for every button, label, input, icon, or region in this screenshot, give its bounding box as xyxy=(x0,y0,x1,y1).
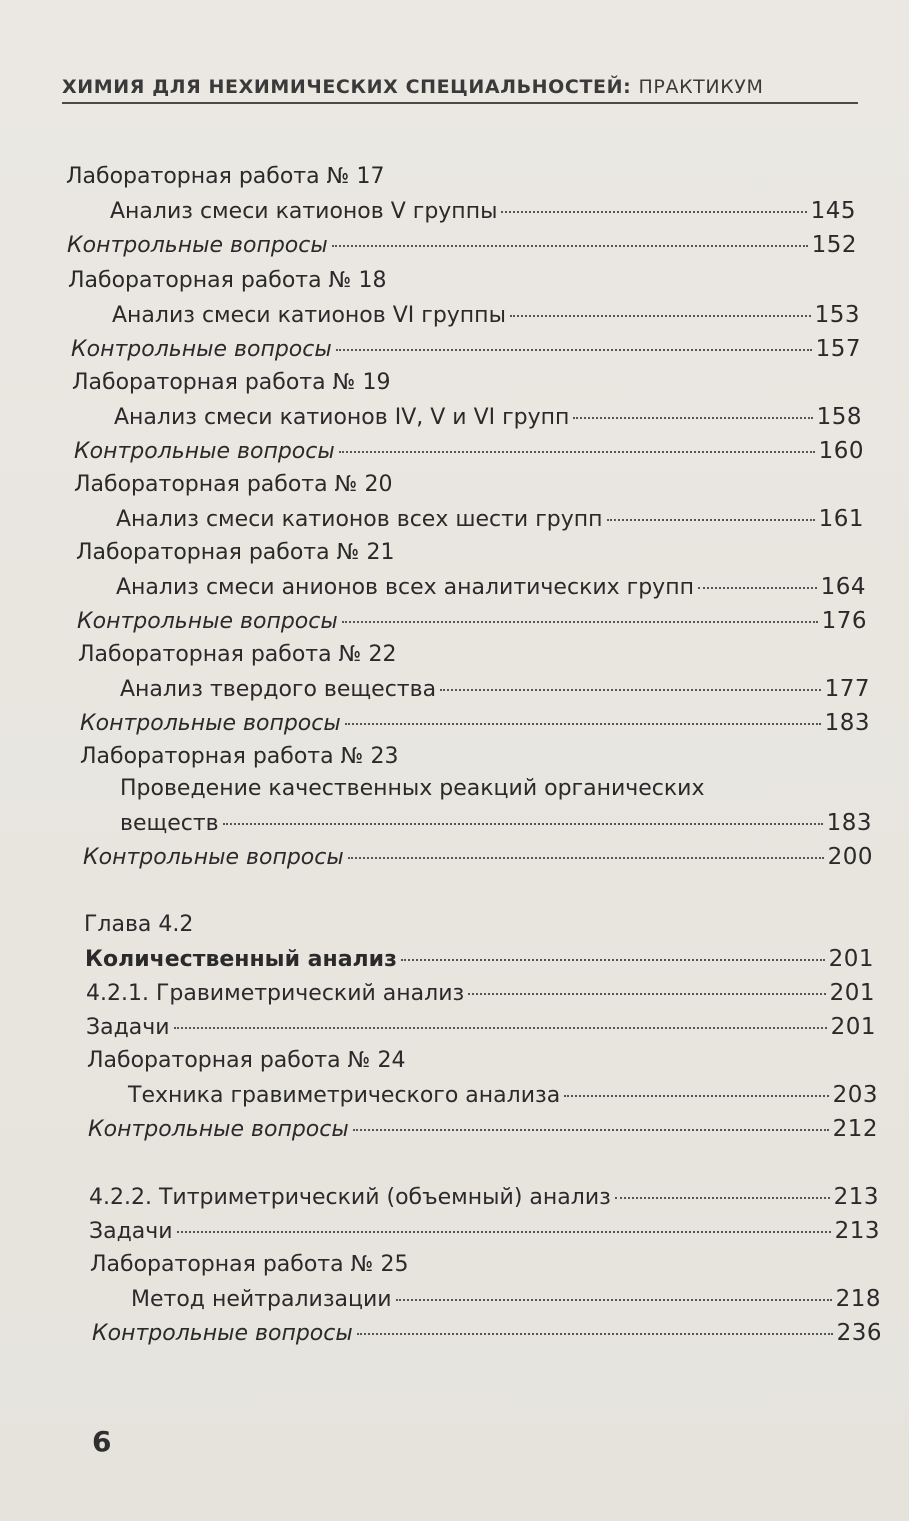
toc-entry-page: 201 xyxy=(830,1014,876,1040)
toc-entry-label: Метод нейтрализации xyxy=(131,1287,392,1312)
toc-entry xyxy=(80,742,866,772)
toc-entry xyxy=(66,162,852,192)
toc-entry xyxy=(110,196,856,227)
toc-entry-page: 183 xyxy=(826,810,872,836)
running-head-subtitle: ПРАКТИКУМ xyxy=(638,76,764,98)
dot-leader xyxy=(607,519,815,521)
toc-entry xyxy=(114,402,862,433)
toc-entry-label: Контрольные вопросы xyxy=(67,233,328,258)
toc-entry-label: Контрольные вопросы xyxy=(77,609,338,634)
toc-entry-label: Анализ смеси катионов VI группы xyxy=(112,303,506,328)
toc-entry-page: 201 xyxy=(829,980,875,1006)
toc-entry-label: Задачи xyxy=(86,1015,170,1040)
toc-entry xyxy=(120,808,872,839)
toc-entry-label: 4.2.2. Титриметрический (объемный) анализ xyxy=(89,1185,611,1210)
toc-entry xyxy=(120,674,870,705)
toc-entry-label: Контрольные вопросы xyxy=(80,711,341,736)
toc-entry-label: Лабораторная работа № 21 xyxy=(76,540,395,565)
dot-leader xyxy=(332,245,808,247)
toc-entry xyxy=(68,266,854,296)
dot-leader xyxy=(223,823,823,825)
toc-entry-label: Контрольные вопросы xyxy=(83,845,344,870)
toc-entry-page: 158 xyxy=(816,404,862,430)
toc-entry-page: 212 xyxy=(832,1116,878,1142)
dot-leader xyxy=(440,689,821,691)
toc-entry-label: Количественный анализ xyxy=(85,947,397,972)
dot-leader xyxy=(698,587,817,589)
toc-entry xyxy=(84,910,870,940)
toc-entry-page: 183 xyxy=(824,710,870,736)
toc-entry-label: Контрольные вопросы xyxy=(92,1321,353,1346)
toc-entry-label: Контрольные вопросы xyxy=(71,337,332,362)
toc-entry-page: 177 xyxy=(824,676,870,702)
toc-entry-label: Анализ смеси катионов всех шести групп xyxy=(116,507,603,532)
toc-entry-label: Контрольные вопросы xyxy=(74,439,335,464)
toc-entry-label: Лабораторная работа № 22 xyxy=(78,642,397,667)
dot-leader xyxy=(510,315,811,317)
toc-entry-page: 152 xyxy=(811,232,857,258)
toc-entry-label: Анализ смеси катионов V группы xyxy=(110,199,498,224)
dot-leader xyxy=(345,723,821,725)
toc-entry xyxy=(90,1250,876,1280)
toc-entry xyxy=(71,334,861,365)
toc-entry xyxy=(74,470,860,500)
toc-entry-page: 161 xyxy=(818,506,864,532)
toc-entry xyxy=(89,1216,880,1247)
dot-leader xyxy=(564,1095,828,1097)
toc-entry xyxy=(112,300,860,331)
toc-entry-page: 160 xyxy=(818,438,864,464)
toc-entry xyxy=(116,572,866,603)
toc-entry xyxy=(116,504,864,535)
toc-entry-label: Лабораторная работа № 24 xyxy=(87,1048,406,1073)
toc-entry-label: Лабораторная работа № 25 xyxy=(90,1252,409,1277)
toc-entry xyxy=(80,708,870,739)
toc-entry-page: 213 xyxy=(833,1184,879,1210)
toc-entry-label: Лабораторная работа № 17 xyxy=(66,164,385,189)
toc-entry-label: Лабораторная работа № 20 xyxy=(74,472,393,497)
toc-entry xyxy=(83,842,873,873)
toc-entry-label: Анализ твердого вещества xyxy=(120,677,437,702)
toc-entry-page: 200 xyxy=(827,844,873,870)
toc-entry xyxy=(74,436,864,467)
dot-leader xyxy=(357,1333,833,1335)
toc-entry-label: Задачи xyxy=(89,1219,173,1244)
toc-entry xyxy=(78,640,864,670)
toc-entry-label: Анализ смеси анионов всех аналитических групп xyxy=(116,575,694,600)
toc-entry xyxy=(86,1012,876,1043)
toc-entry-page: 157 xyxy=(815,336,861,362)
toc-entry-label: Лабораторная работа № 23 xyxy=(80,744,399,769)
toc-entry-page: 164 xyxy=(820,574,866,600)
dot-leader xyxy=(573,417,812,419)
toc-entry xyxy=(88,1114,878,1145)
toc-entry xyxy=(131,1284,881,1315)
toc-entry xyxy=(85,944,874,975)
dot-leader xyxy=(501,211,806,213)
dot-leader xyxy=(342,621,818,623)
toc-entry xyxy=(87,1046,873,1076)
toc-entry-page: 236 xyxy=(836,1320,882,1346)
toc-entry-label: Анализ смеси катионов IV, V и VI групп xyxy=(114,405,570,430)
toc-entry-page: 176 xyxy=(821,608,867,634)
toc-entry-label: Проведение качественных реакций органических xyxy=(120,776,705,801)
dot-leader xyxy=(336,349,812,351)
dot-leader xyxy=(348,857,824,859)
toc-entry xyxy=(76,538,862,568)
toc-entry xyxy=(67,230,857,261)
toc-entry-label: Глава 4.2 xyxy=(84,912,194,937)
toc-entry-page: 213 xyxy=(834,1218,880,1244)
toc-entry-label: 4.2.1. Гравиметрический анализ xyxy=(86,981,465,1006)
toc-entry-label: веществ xyxy=(120,811,219,836)
toc-entry-label: Лабораторная работа № 19 xyxy=(72,370,391,395)
dot-leader xyxy=(174,1027,827,1029)
toc-entry-label: Контрольные вопросы xyxy=(88,1117,349,1142)
toc-entry-label: Лабораторная работа № 18 xyxy=(68,268,387,293)
toc-entry xyxy=(128,1080,878,1111)
toc-entry xyxy=(86,978,875,1009)
toc-entry xyxy=(72,368,858,398)
dot-leader xyxy=(177,1231,831,1233)
running-head-title: ХИМИЯ ДЛЯ НЕХИМИЧЕСКИХ СПЕЦИАЛЬНОСТЕЙ: xyxy=(62,76,632,98)
toc-entry xyxy=(89,1182,879,1213)
dot-leader xyxy=(615,1197,830,1199)
toc-entry-page: 201 xyxy=(828,946,874,972)
toc-entry-page: 218 xyxy=(835,1286,881,1312)
dot-leader xyxy=(396,1299,832,1301)
dot-leader xyxy=(353,1129,829,1131)
dot-leader xyxy=(401,959,825,961)
toc-entry-page: 203 xyxy=(832,1082,878,1108)
toc-entry-page: 145 xyxy=(810,198,856,224)
toc-entry xyxy=(120,774,868,804)
page-number: 6 xyxy=(92,1425,112,1458)
toc-entry xyxy=(77,606,867,637)
toc-entry-page: 153 xyxy=(814,302,860,328)
toc-entry xyxy=(92,1318,882,1349)
dot-leader xyxy=(339,451,815,453)
toc-entry-label: Техника гравиметрического анализа xyxy=(128,1083,561,1108)
dot-leader xyxy=(468,993,825,995)
